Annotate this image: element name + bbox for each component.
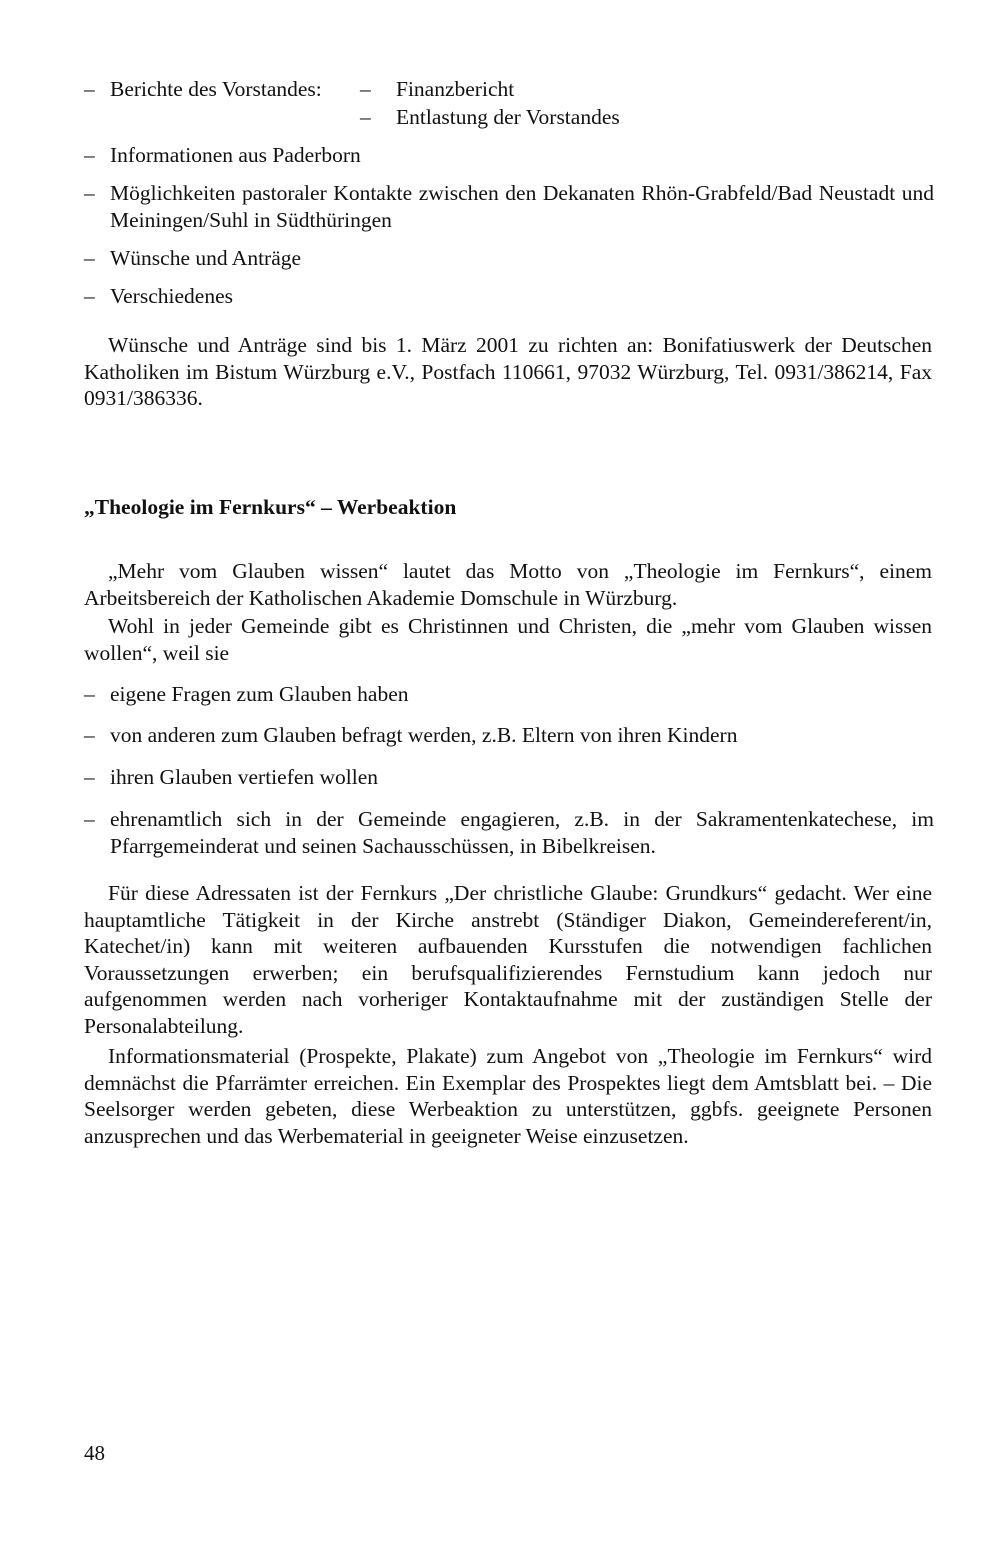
agenda-subitem-discharge: Entlastung der Vorstandes bbox=[396, 105, 620, 129]
body-paragraph-2 bbox=[84, 1043, 932, 1149]
dash-marker: – bbox=[84, 723, 95, 747]
dash-marker: – bbox=[360, 77, 371, 101]
dash-marker: – bbox=[84, 284, 95, 308]
agenda-item-contacts-text: Möglichkeiten pastoraler Kontakte zwischen den Dekanaten Rhön-Grabfeld/Bad Neustadt und Meiningen/Suhl in Südthüringen bbox=[110, 181, 934, 232]
body-paragraph-1-text: Für diese Adressaten ist der Fernkurs „Der christliche Glaube: Grundkurs“ gedacht. Wer eine hauptamtliche Tätigkeit in der Kirche anstrebt (Ständiger Diakon, Gemeindereferent/in, Katechet/in) kann mit weiteren aufbauenden Kursstufen die notwendigen fachlichen Voraussetzungen erwerben; ein berufsqualifizierendes Fernstudium kann jedoch nur aufgenommen werden nach vorheriger Kontaktaufnahme mit der zuständigen Stelle der Personalabteilung. bbox=[84, 881, 932, 1038]
agenda-item-reports-label: Berichte des Vorstandes: bbox=[110, 77, 322, 101]
body-paragraph-1 bbox=[84, 880, 932, 1039]
body-paragraph-2-text: Informationsmaterial (Prospekte, Plakate) zum Angebot von „Theologie im Fernkurs“ wird demnächst die Pfarrämter erreichen. Ein Exemplar des Prospektes liegt dem Amtsblatt bei. – Die Seelsorger werden gebeten, diese Werbeaktion zu unterstützen, ggbfs. geeignete Personen anzusprechen und das Werbematerial in geeigneter Weise einzusetzen. bbox=[84, 1044, 932, 1148]
dash-marker: – bbox=[360, 105, 371, 129]
dash-marker: – bbox=[84, 807, 95, 831]
dash-marker: – bbox=[84, 682, 95, 706]
section-heading: „Theologie im Fernkurs“ – Werbeaktion bbox=[84, 495, 457, 519]
list-item-text: eigene Fragen zum Glauben haben bbox=[110, 682, 409, 706]
agenda-item-wishes-text: Wünsche und Anträge bbox=[110, 246, 302, 270]
contact-paragraph-text: Wünsche und Anträge sind bis 1. März 2001 zu richten an: Bonifatiuswerk der Deutschen Katholiken im Bistum Würzburg e.V., Postfach 110661, 97032 Würzburg, Tel. 0931/386214, Fax 0931/386336. bbox=[84, 333, 932, 410]
list-item-text: ihren Glauben vertiefen wollen bbox=[110, 765, 379, 789]
dash-marker: – bbox=[84, 143, 95, 167]
agenda-subitem-finance: Finanzbericht bbox=[396, 77, 515, 101]
dash-marker: – bbox=[84, 765, 95, 789]
intro-paragraph-1-text: „Mehr vom Glauben wissen“ lautet das Motto von „Theologie im Fernkurs“, einem Arbeitsbereich der Katholischen Akademie Domschule in Würzburg. bbox=[84, 559, 932, 610]
dash-marker: – bbox=[84, 181, 95, 205]
list-item-text: ehrenamtlich sich in der Gemeinde engagieren, z.B. in der Sakramentenkatechese, im Pfarrgemeinderat und seinen Sachausschüssen, in Bibelkreisen. bbox=[110, 807, 934, 858]
contact-paragraph bbox=[84, 332, 932, 412]
list-item-text: von anderen zum Glauben befragt werden, z.B. Eltern von ihren Kindern bbox=[110, 723, 738, 747]
page-number: 48 bbox=[84, 1441, 105, 1465]
dash-marker: – bbox=[84, 77, 95, 101]
agenda-item-paderborn-text: Informationen aus Paderborn bbox=[110, 143, 361, 167]
intro-paragraph-2-text: Wohl in jeder Gemeinde gibt es Christinnen und Christen, die „mehr vom Glauben wissen wollen“, weil sie bbox=[84, 614, 932, 665]
agenda-item-misc-text: Verschiedenes bbox=[110, 284, 233, 308]
intro-paragraph-1 bbox=[84, 558, 932, 611]
intro-paragraph-2 bbox=[84, 613, 932, 666]
dash-marker: – bbox=[84, 246, 95, 270]
